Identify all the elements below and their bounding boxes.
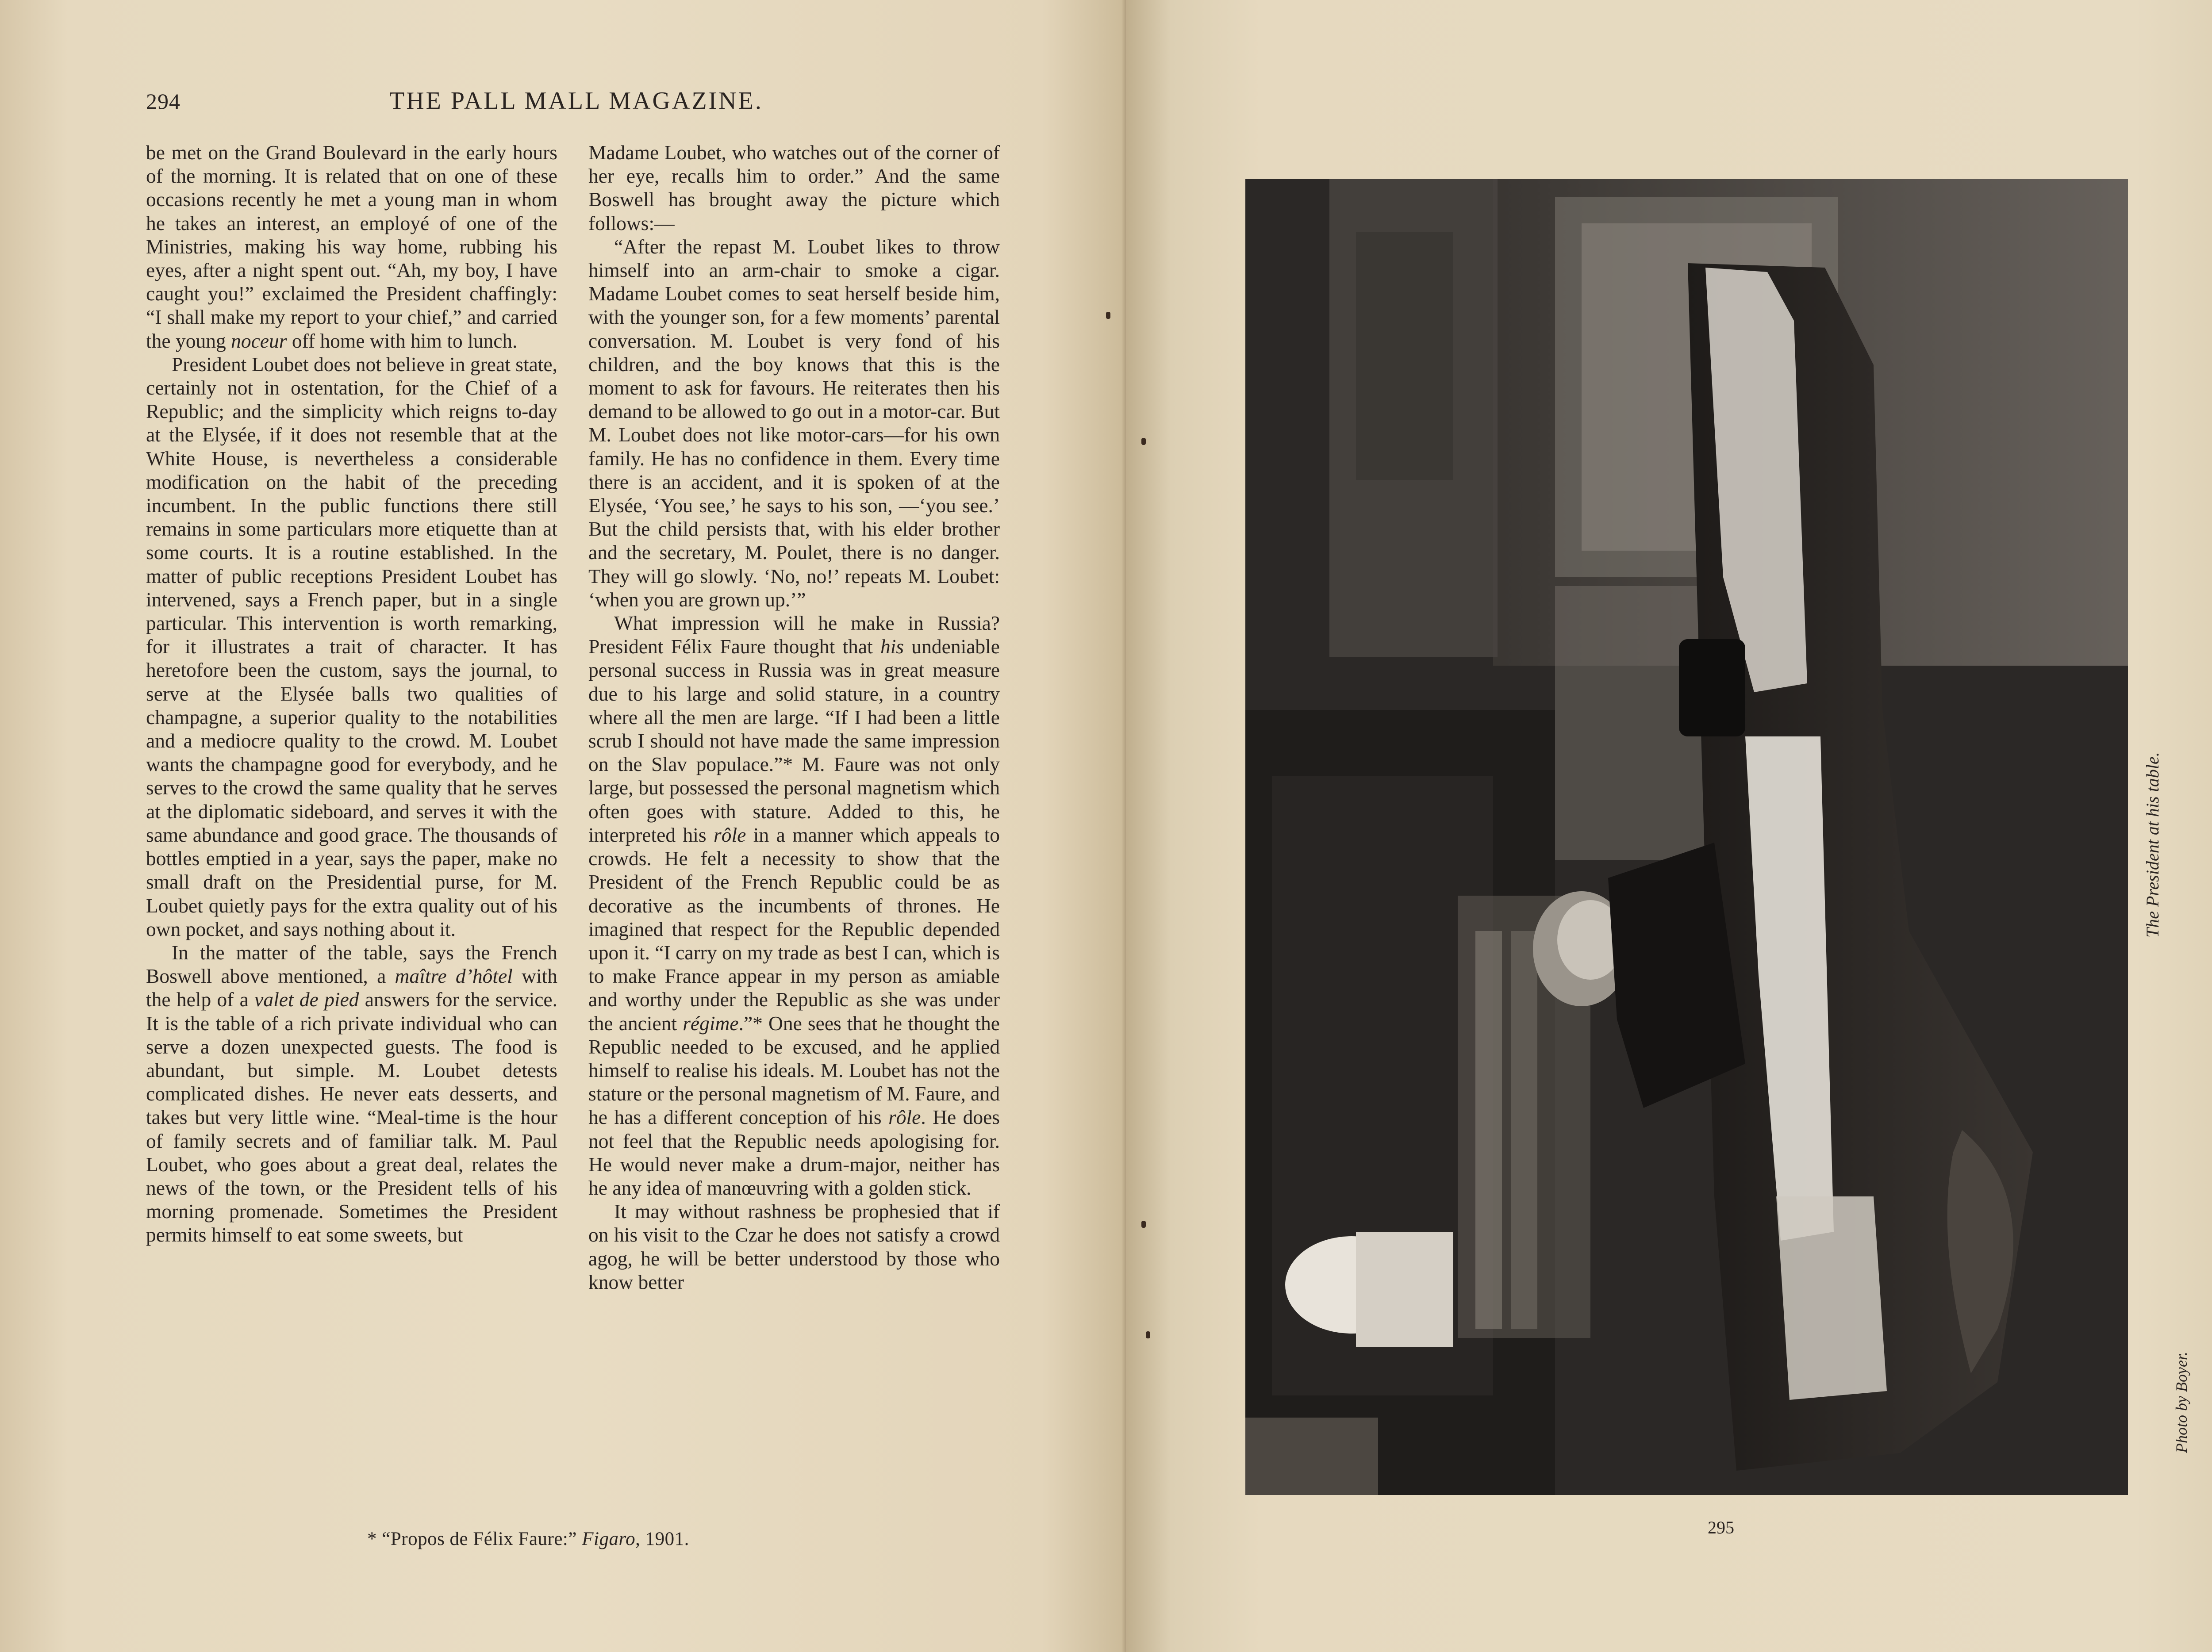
italic-text: régime bbox=[683, 1012, 739, 1035]
italic-text: Figaro bbox=[582, 1529, 636, 1549]
text-run: off home with him to lunch. bbox=[287, 329, 518, 352]
italic-text: rôle bbox=[714, 823, 746, 846]
text-run: with the help of a bbox=[146, 965, 557, 1011]
paragraph bbox=[588, 141, 1000, 235]
binding-mark bbox=[1141, 1221, 1146, 1228]
text-run: Madame Loubet, who watches out of the corner of her eye, recalls him to order.” And the same Boswell has brought away the picture which follows:— bbox=[588, 141, 1000, 234]
italic-text: rôle bbox=[888, 1106, 921, 1129]
text-run: . He does not feel that the Republic needs apologising for. He would never make a drum-major, neither has he any idea of manœuvring with a golden stick. bbox=[588, 1106, 1000, 1199]
photograph-president-at-table bbox=[1245, 179, 2128, 1495]
italic-text: noceur bbox=[231, 329, 287, 352]
text-run: In the matter of the table, says the French Boswell above mentioned, a bbox=[146, 941, 557, 988]
running-head: THE PALL MALL MAGAZINE. bbox=[389, 87, 763, 115]
paragraph bbox=[588, 611, 1000, 1200]
text-run: .”* One sees that he thought the Republic needed to be excused, and he applied himself to realise his ideals. M. Loubet has not the stature or the personal magnetism of M. Faure, and he has a different conception of his bbox=[588, 1012, 1000, 1129]
binding-mark bbox=[1106, 312, 1110, 319]
italic-text: his bbox=[880, 635, 904, 658]
text-run: answers for the service. It is the table of a rich private individual who can serve a dozen unexpected guests. The food is abundant, but simple. M. Loubet detests complicated dishes. He never eats desserts, and takes but very little wine. “Meal-time is the hour of family secrets and of familiar talk. M. Paul Loubet, who goes about a great deal, relates the news of the town, or the President tells of his morning promenade. Sometimes the President permits himself to eat some sweets, but bbox=[146, 988, 557, 1246]
italic-text: maître d’hôtel bbox=[395, 965, 513, 988]
photograph-illustration bbox=[1245, 179, 2128, 1495]
text-run: * “Propos de Félix Faure:” bbox=[367, 1529, 582, 1549]
footnote bbox=[367, 1528, 689, 1550]
text-column-right bbox=[588, 141, 1000, 1294]
photo-credit: Photo by Boyer. bbox=[2173, 1352, 2190, 1453]
photo-caption: The President at his table. bbox=[2143, 752, 2162, 938]
text-run: It may without rashness be prophesied that if on his visit to the Czar he does not satisfy a crowd agog, he will be better understood by those who know better bbox=[588, 1200, 1000, 1293]
italic-text: valet de pied bbox=[254, 988, 359, 1011]
text-run: be met on the Grand Boulevard in the early hours of the morning. It is related that on one of these occasions recently he met a young man in whom he takes an interest, an employé of one of the Ministries, making his way home, rubbing his eyes, after a night spent out. “Ah, my boy, I have caught you!” exclaimed the President chaffingly: “I shall make my report to your chief,” and carried the young bbox=[146, 141, 557, 352]
text-run: President Loubet does not believe in great state, certainly not in ostentation, for the Chief of a Republic; and the simplicity which reigns to-day at the Elysée, if it does not resemble that at the White House, is nevertheless a considerable modification on the habit of the preceding incumbent. In the public functions there still remains in some particulars more etiquette than at some courts. It is a routine established. In the matter of public receptions President Loubet has intervened, says a French paper, but in a single particular. This intervention is worth remarking, for it illustrates a trait of character. It has heretofore been the custom, says the journal, to serve at the Elysée balls two qualities of champagne, a superior quality to the notabilities and a mediocre quality to the crowd. M. Loubet wants the champagne good for everybody, and he serves to the crowd the same quality that he serves at the diplomatic sideboard, and serves it with the same abundance and good grace. The thousands of bottles emptied in a year, says the paper, make no small draft on the Presidential purse, for M. Loubet quietly pays for the extra quality out of his own pocket, and says nothing about it. bbox=[146, 353, 557, 940]
paragraph bbox=[588, 1200, 1000, 1294]
page-number-left: 294 bbox=[146, 89, 180, 114]
text-column-left bbox=[146, 141, 557, 1247]
paragraph bbox=[146, 141, 557, 353]
page-number-right: 295 bbox=[1708, 1518, 1734, 1537]
text-run: in a manner which appeals to crowds. He felt a necessity to show that the President of the French Republic could be as decorative as the incumbents of thrones. He imagined that respect for the Republic depended upon it. “I carry on my trade as best I can, which is to make France appear in my person as amiable and worthy under the Republic as she was under the ancient bbox=[588, 823, 1000, 1035]
text-run: , 1901. bbox=[635, 1529, 689, 1549]
text-run: undeniable personal success in Russia was in great measure due to his large and solid stature, in a country where all the men are large. “If I had been a little scrub I should not have made the same impression on the Slav populace.”* M. Faure was not only large, but possessed the personal magnetism which often goes with stature. Added to this, he interpreted his bbox=[588, 635, 1000, 846]
paragraph bbox=[146, 941, 557, 1247]
binding-mark bbox=[1146, 1331, 1150, 1338]
text-run: “After the repast M. Loubet likes to throw himself into an arm-chair to smoke a cigar. Madame Loubet comes to seat herself beside him, with the younger son, for a few moments’ parental conversation. M. Loubet is very fond of his children, and the boy knows that this is the moment to ask for favours. He reiterates then his demand to be allowed to go out in a motor-car. But M. Loubet does not like motor-cars—for his own family. He has no confidence in them. Every time there is an accident, and it is spoken of at the Elysée, ‘You see,’ he says to his son, —‘you see.’ But the child persists that, with his elder brother and the secretary, M. Poulet, there is no danger. They will go slowly. ‘No, no!’ repeats M. Loubet: ‘when you are grown up.’” bbox=[588, 235, 1000, 611]
text-run: What impression will he make in Russia? President Félix Faure thought that bbox=[588, 612, 1000, 658]
paragraph bbox=[588, 235, 1000, 611]
binding-mark bbox=[1141, 438, 1146, 445]
paragraph bbox=[146, 353, 557, 941]
